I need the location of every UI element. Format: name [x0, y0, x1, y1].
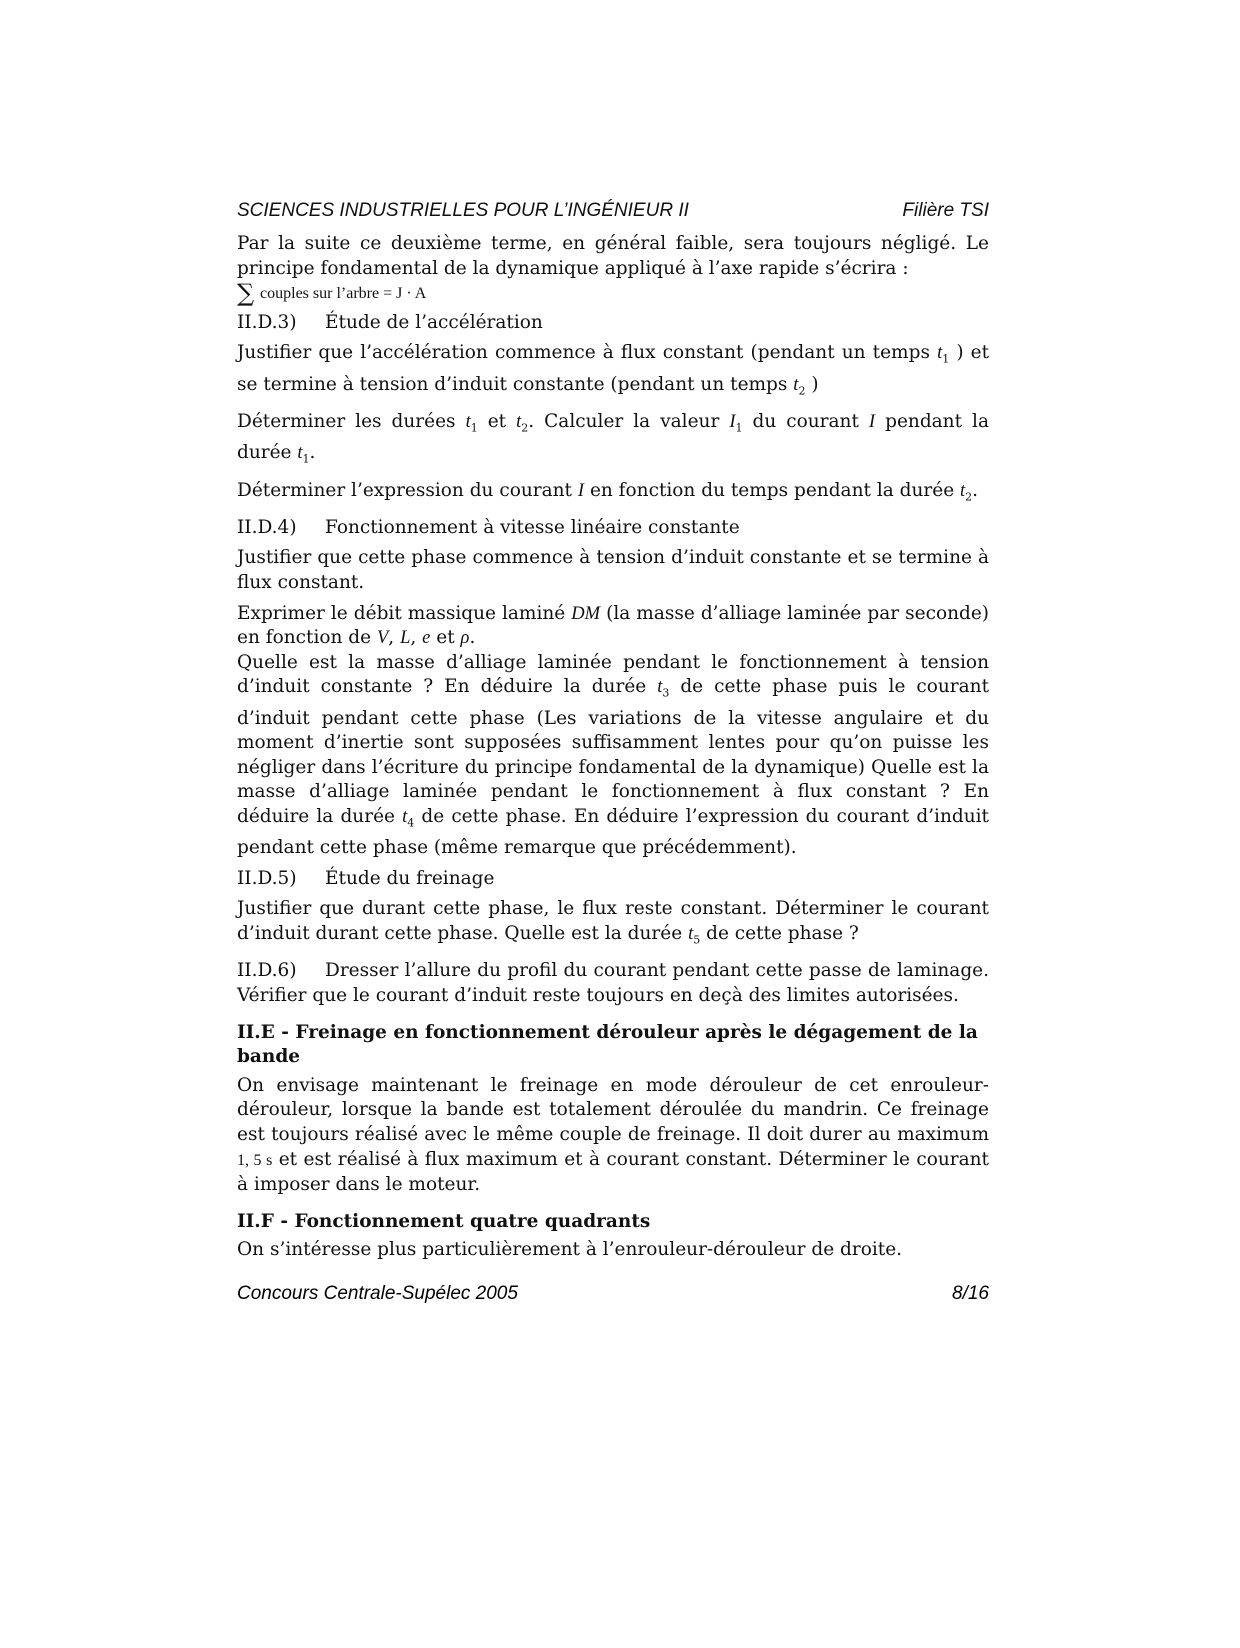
d3-paragraph-3: Déterminer l’expression du courant I en fonction du temps pendant la durée $t_2$. [237, 479, 979, 504]
footer-left: Concours Centrale-Supélec 2005 [237, 1283, 518, 1304]
e-paragraph: On envisage maintenant le freinage en mode dérouleur de cet enrouleur-dérouleur, lorsque la bande est totalement déroulée du mandrin. Ce freinage est toujours réalisé avec le même couple de freinage. Il doit durer au maximum 1, 5 s et est réalisé à flux maximum et à courant constant. Déterminer le courant à imposer dans le moteur. [237, 1074, 989, 1196]
page [237, 200, 989, 1269]
f-paragraph: On s’intéresse plus particulièrement à l’enrouleur-dérouleur de droite. [237, 1239, 903, 1261]
document-body [237, 232, 989, 1263]
section-heading-f: II.F - Fonctionnement quatre quadrants [237, 1210, 651, 1232]
intro-paragraph: Par la suite ce deuxième terme, en général faible, sera toujours négligé. Le principe fondamental de la dynamique appliqué à l’axe rapide s’écrira : ∑ couples sur l’arbre = J · A [237, 233, 989, 308]
page-footer [237, 1283, 989, 1305]
page-number: 8/16 [952, 1283, 989, 1304]
header-filiere: Filière TSI [902, 200, 989, 221]
d3-paragraph-1: Justifier que l’accélération commence à flux constant (pendant un temps $t_1$ ) et se termine à tension d’induit constante (pendant un temps $t_2$ ) [237, 342, 990, 398]
d3-paragraph-2: Déterminer les durées $t_1$ et $t_2$. Calculer la valeur $I_1$ du courant I pendant la durée $t_1$. [237, 410, 989, 466]
sum-symbol: ∑ [237, 279, 255, 308]
header-title: SCIENCES INDUSTRIELLES POUR L’INGÉNIEUR II [237, 200, 689, 221]
d4-paragraph-1: Justifier que cette phase commence à tension d’induit constante et se termine à flux constant. [237, 547, 989, 593]
d4-paragraph-2: Exprimer le débit massique laminé DM (la masse d’alliage laminée par seconde) en fonction de V, L, e et ρ. [237, 602, 990, 649]
intro-formula: couples sur l’arbre = J · A [260, 285, 427, 303]
section-heading-e: II.E - Freinage en fonctionnement dérouleur après le dégagement de la bande [237, 1021, 978, 1068]
page-header [237, 200, 989, 222]
d6-paragraph: II.D.6) Dresser l’allure du profil du courant pendant cette passe de laminage. Vérifier que le courant d’induit reste toujours en deçà des limites autorisées. [237, 960, 989, 1006]
d5-paragraph: Justifier que durant cette phase, le flux reste constant. Déterminer le courant d’induit durant cette phase. Quelle est la durée $t_5$ de cette phase ? [237, 898, 989, 947]
section-heading-d3: II.D.3) Étude de l’accélération [237, 311, 543, 333]
d4-paragraph-3: Quelle est la masse d’alliage laminée pendant le fonctionnement à tension d’induit constante ? En déduire la durée $t_3$ de cette phase puis le courant d’induit pendant cette phase (Les variations de la vitesse angulaire et du moment d’inertie sont supposées suffisamment lentes pour qu’on puisse les négliger dans l’écriture du principe fondamental de la dynamique) Quelle est la masse d’alliage laminée pendant le fonctionnement à flux constant ? En déduire la durée $t_4$ de cette phase. En déduire l’expression du courant d’induit pendant cette phase (même remarque que précédemment). [237, 651, 990, 859]
section-heading-d4: II.D.4) Fonctionnement à vitesse linéaire constante [237, 516, 740, 538]
section-heading-d5: II.D.5) Étude du freinage [237, 867, 495, 889]
